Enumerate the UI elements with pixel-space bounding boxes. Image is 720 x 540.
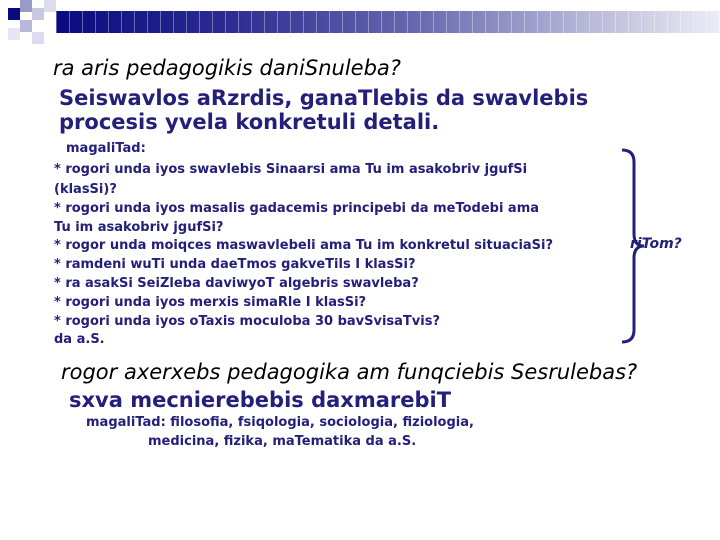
list-item: * rogori unda iyos masalis gadacemis principebi da meTodebi ama bbox=[54, 201, 540, 216]
title-decoration-bar bbox=[0, 0, 720, 48]
list-item: * rogori unda iyos merxis simaRle I klasSi? bbox=[54, 295, 367, 310]
list-item: * rogor unda moiqces maswavlebeli ama Tu im konkretul situaciaSi? bbox=[54, 238, 554, 253]
question-2: rogor axerxebs pedagogika am funqciebis Sesrulebas? bbox=[61, 360, 638, 384]
decor-square bbox=[44, 0, 56, 12]
decor-square bbox=[32, 8, 44, 20]
list-item: * rogori unda iyos oTaxis moculoba 30 bavSvisaTvis? bbox=[54, 314, 441, 329]
list-item: * ramdeni wuTi unda daeTmos gakveTils I klasSi? bbox=[54, 257, 416, 272]
decor-square bbox=[8, 8, 20, 20]
decor-square bbox=[20, 0, 32, 12]
decor-square bbox=[20, 20, 32, 32]
decor-square bbox=[32, 32, 44, 44]
question-1: ra aris pedagogikis daniSnuleba? bbox=[53, 56, 401, 80]
list-item: * ra asakSi SeiZleba daviwyoT algebris swavleba? bbox=[54, 276, 419, 291]
answer-1-line-2: procesis yvela konkretuli detali. bbox=[59, 110, 440, 134]
example-2-line-1: magaliTad: filosofia, fsiqologia, sociologia, fiziologia, bbox=[86, 415, 474, 430]
example-2-line-2: medicina, fizika, maTematika da a.S. bbox=[148, 434, 417, 449]
list-item: (klasSi)? bbox=[54, 182, 117, 197]
answer-1-line-1: Seiswavlos aRzrdis, ganaTlebis da swavlebis bbox=[59, 86, 589, 110]
decor-square bbox=[8, 28, 20, 40]
example-label: magaliTad: bbox=[66, 141, 146, 156]
list-item: da a.S. bbox=[54, 332, 105, 347]
answer-2: sxva mecnierebebis daxmarebiT bbox=[69, 388, 452, 412]
brace-label: riTom? bbox=[630, 236, 682, 252]
gradient-bar bbox=[56, 11, 720, 33]
list-item: Tu im asakobriv jgufSi? bbox=[54, 220, 224, 235]
list-item: * rogori unda iyos swavlebis Sinaarsi ama Tu im asakobriv jgufSi bbox=[54, 162, 528, 177]
